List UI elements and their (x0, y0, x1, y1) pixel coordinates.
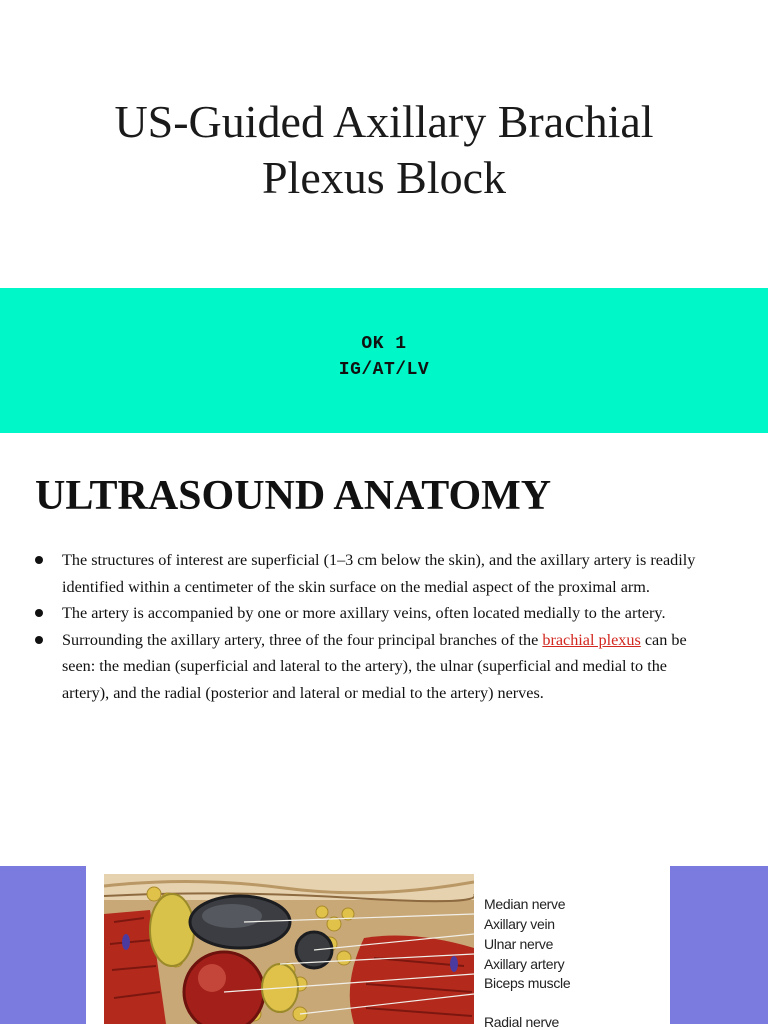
bullet-list (30, 547, 710, 706)
figure-label: Median nerve (484, 896, 566, 912)
bullet-item-1 (30, 547, 710, 600)
bullet-dot-icon (35, 636, 43, 644)
title-line-1: US-Guided Axillary Brachial (114, 96, 654, 147)
bullet-item-2 (30, 600, 710, 627)
band-line-2: IG/AT/LV (338, 360, 430, 380)
anatomy-illustration (104, 874, 474, 1024)
bullet-dot-icon (35, 609, 43, 617)
left-accent-panel (0, 866, 86, 1024)
page-title (60, 94, 708, 206)
figure-label: Ulnar nerve (484, 936, 554, 952)
title-area (0, 0, 768, 288)
bullet-text-3-before: Surrounding the axillary artery, three of the four principal branches of the (62, 630, 543, 649)
bullet-text-3-after: can be seen: the median (superficial and lateral to the artery), the ulnar (superficial and medial to the artery), and the radial (posterior and lateral or medial to the artery) nerves. (62, 630, 687, 702)
figure-label: Biceps muscle (484, 975, 571, 991)
bullet-text-2: The artery is accompanied by one or more axillary veins, often located medially to the artery. (62, 604, 666, 622)
figure-label: Radial nerve (484, 1014, 559, 1030)
right-accent-panel (670, 866, 768, 1024)
title-line-2: Plexus Block (261, 152, 507, 203)
figure-label: Axillary artery (484, 956, 565, 972)
subtitle-band (0, 288, 768, 433)
figure-label: Axillary vein (484, 916, 555, 932)
bullet-dot-icon (35, 556, 43, 564)
section-heading: ULTRASOUND ANATOMY (35, 473, 552, 519)
bullet-text-1: The structures of interest are superficial (1–3 cm below the skin), and the axillary artery is readily identified within a centimeter of the skin surface on the medial aspect of the proximal arm. (62, 551, 696, 596)
figure-slide (0, 866, 768, 1030)
band-line-1: OK 1 (361, 334, 407, 354)
brachial-plexus-link[interactable]: brachial plexus (542, 630, 641, 649)
bullet-item-3 (30, 627, 710, 707)
